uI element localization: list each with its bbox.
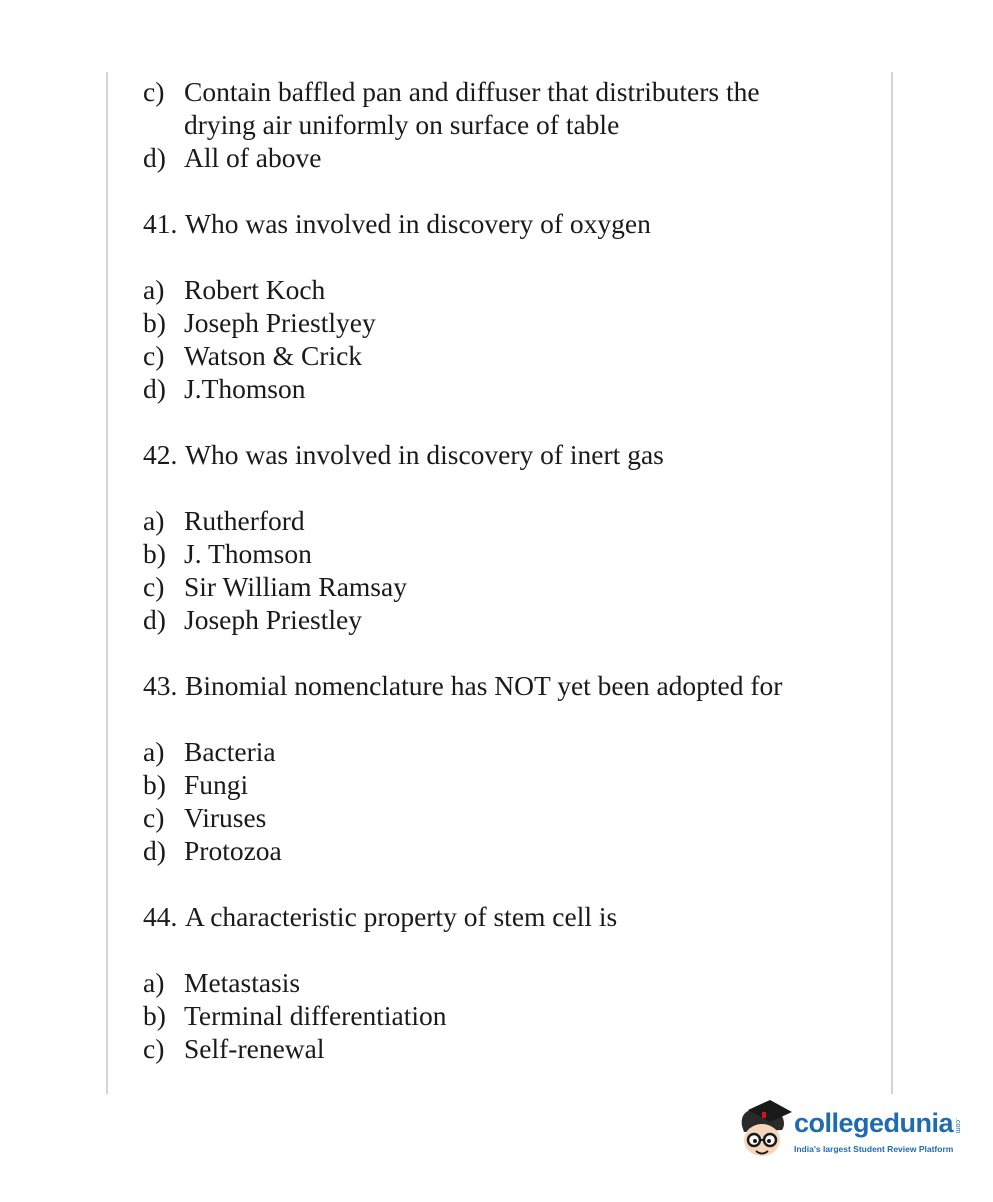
option-label: a): [143, 736, 165, 767]
mascot-graduation-cap-icon: [736, 1096, 794, 1166]
option-text: Bacteria: [184, 736, 276, 767]
option-text: Protozoa: [184, 835, 282, 866]
collegedunia-logo[interactable]: [736, 1096, 966, 1166]
option-label: a): [143, 967, 165, 998]
logo-tagline: India's largest Student Review Platform: [794, 1144, 954, 1154]
question-text: A characteristic property of stem cell is: [185, 901, 618, 932]
option-43-a: [143, 735, 843, 768]
option-43-c: [143, 801, 843, 834]
question-41: [143, 207, 843, 240]
question-text: Who was involved in discovery of oxygen: [185, 208, 651, 239]
option-text: J.Thomson: [184, 373, 306, 404]
option-42-c: [143, 570, 843, 603]
question-42: [143, 438, 843, 471]
document-body: [143, 75, 843, 1065]
question-number: 44.: [143, 901, 178, 932]
option-label: c): [143, 1033, 165, 1064]
question-43: [143, 669, 843, 702]
option-text: Self-renewal: [184, 1033, 325, 1064]
option-label: a): [143, 274, 165, 305]
logo-domain: .com: [954, 1118, 961, 1134]
option-text: Contain baffled pan and diffuser that distributers the drying air uniformly on surface of table: [184, 76, 760, 140]
option-text: Fungi: [184, 769, 249, 800]
option-44-c: [143, 1032, 843, 1065]
page-border-right: [891, 72, 893, 1094]
option-42-b: [143, 537, 843, 570]
option-label: d): [143, 373, 166, 404]
option-label: b): [143, 538, 166, 569]
option-44-b: [143, 999, 843, 1032]
option-label: a): [143, 505, 165, 536]
option-label: c): [143, 340, 165, 371]
question-number: 42.: [143, 439, 178, 470]
option-label: b): [143, 1000, 166, 1031]
option-43-d: [143, 834, 843, 867]
question-text: Binomial nomenclature has NOT yet been adopted for: [185, 670, 783, 701]
option-prev-d: [143, 141, 843, 174]
option-label: d): [143, 604, 166, 635]
option-44-a: [143, 966, 843, 999]
option-label: d): [143, 835, 166, 866]
option-label: d): [143, 142, 166, 173]
question-text: Who was involved in discovery of inert gas: [185, 439, 664, 470]
option-41-b: [143, 306, 843, 339]
option-42-a: [143, 504, 843, 537]
option-text: Robert Koch: [184, 274, 326, 305]
option-label: b): [143, 769, 166, 800]
option-text: Watson & Crick: [184, 340, 363, 371]
option-text: Sir William Ramsay: [184, 571, 407, 602]
option-prev-c: [143, 75, 843, 141]
option-text: All of above: [184, 142, 322, 173]
option-43-b: [143, 768, 843, 801]
question-number: 43.: [143, 670, 178, 701]
option-42-d: [143, 603, 843, 636]
question-44: [143, 900, 843, 933]
option-41-c: [143, 339, 843, 372]
option-label: b): [143, 307, 166, 338]
option-text: Joseph Priestley: [184, 604, 362, 635]
option-label: c): [143, 571, 165, 602]
option-text: Viruses: [184, 802, 267, 833]
logo-brand: collegedunia: [794, 1108, 954, 1138]
option-label: c): [143, 802, 165, 833]
option-41-d: [143, 372, 843, 405]
option-41-a: [143, 273, 843, 306]
option-text: Terminal differentiation: [184, 1000, 447, 1031]
page-border-left: [106, 72, 108, 1094]
option-text: Metastasis: [184, 967, 301, 998]
option-text: J. Thomson: [184, 538, 312, 569]
question-number: 41.: [143, 208, 178, 239]
option-label: c): [143, 76, 165, 107]
option-text: Joseph Priestlyey: [184, 307, 376, 338]
option-text: Rutherford: [184, 505, 305, 536]
